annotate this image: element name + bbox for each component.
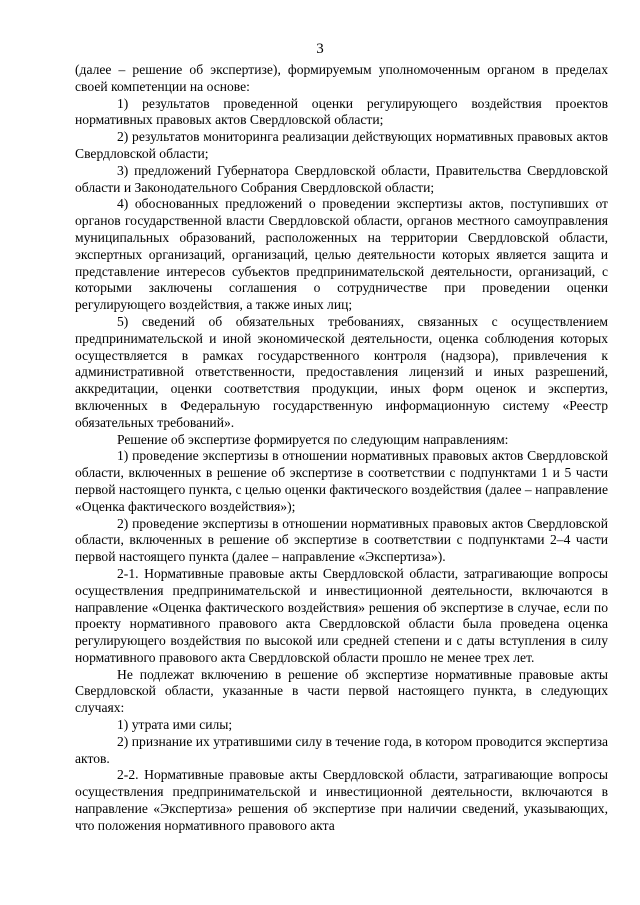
page-number: 3 (316, 41, 324, 57)
paragraph: 2-1. Нормативные правовые акты Свердловской области, затрагивающие вопросы осуществления предпринимательской и инвестиционной деятельности, включаются в направление «Оценка фактического воздействия» решения об экспертизе в случае, если по проекту нормативного правового акта Свердловской области была проведена оценка регулирующего воздействия по высокой или средней степени и с даты вступления в силу нормативного правового акта Свердловской области прошло не менее трех лет. (75, 565, 608, 665)
paragraph: 2-2. Нормативные правовые акты Свердловской области, затрагивающие вопросы осуществления предпринимательской и инвестиционной деятельности, включаются в направление «Экспертиза» решения об экспертизе при наличии сведений, указывающих, что положения нормативного правового акта (75, 767, 608, 833)
paragraph: Не подлежат включению в решение об экспертизе нормативные правовые акты Свердловской области, указанные в части первой настоящего пункта, в следующих случаях: (75, 666, 608, 716)
document-body (75, 62, 608, 835)
paragraph: 2) проведение экспертизы в отношении нормативных правовых актов Свердловской области, включенных в решение об экспертизе в соответствии с подпунктами 2–4 части первой настоящего пункта (далее – направление «Экспертиза»). (75, 515, 608, 565)
paragraph: 1) результатов проведенной оценки регулирующего воздействия проектов нормативных правовых актов Свердловской области; (75, 95, 608, 128)
paragraph: 5) сведений об обязательных требованиях, связанных с осуществлением предпринимательской и иной экономической деятельности, оценка соблюдения которых осуществляется в рамках государственного контроля (надзора), привлечения к административной ответственности, предоставления лицензий и иных разрешений, аккредитации, оценки соответствия продукции, иных форм оценок и экспертиз, включенных в Федеральную государственную информационную систему «Реестр обязательных требований». (75, 313, 608, 430)
paragraph: 2) результатов мониторинга реализации действующих нормативных правовых актов Свердловской области; (75, 129, 608, 161)
paragraph: 4) обоснованных предложений о проведении экспертизы актов, поступивших от органов государственной власти Свердловской области, органов местного самоуправления муниципальных образований, расположенных на территории Свердловской области, экспертных организаций, организаций, целью деятельности которых является защита и представление интересов субъектов предпринимательской деятельности, организаций, с которыми заключены соглашения о сотрудничестве при проведении оценки регулирующего воздействия, а также иных лиц; (75, 196, 608, 313)
paragraph: Решение об экспертизе формируется по следующим направлениям: (117, 431, 509, 447)
paragraph: 1) утрата ими силы; (117, 717, 233, 733)
paragraph: 1) проведение экспертизы в отношении нормативных правовых актов Свердловской области, включенных в решение об экспертизе в соответствии с подпунктами 1 и 5 части первой настоящего пункта, с целью оценки фактического воздействия (далее – направление «Оценка фактического воздействия»); (75, 448, 608, 514)
paragraph: 3) предложений Губернатора Свердловской области, Правительства Свердловской области и Законодательного Собрания Свердловской области; (75, 162, 608, 195)
paragraph: 2) признание их утратившими силу в течение года, в котором проводится экспертиза актов. (75, 733, 608, 766)
paragraph: (далее – решение об экспертизе), формируемым уполномоченным органом в пределах своей компетенции на основе: (75, 62, 608, 94)
